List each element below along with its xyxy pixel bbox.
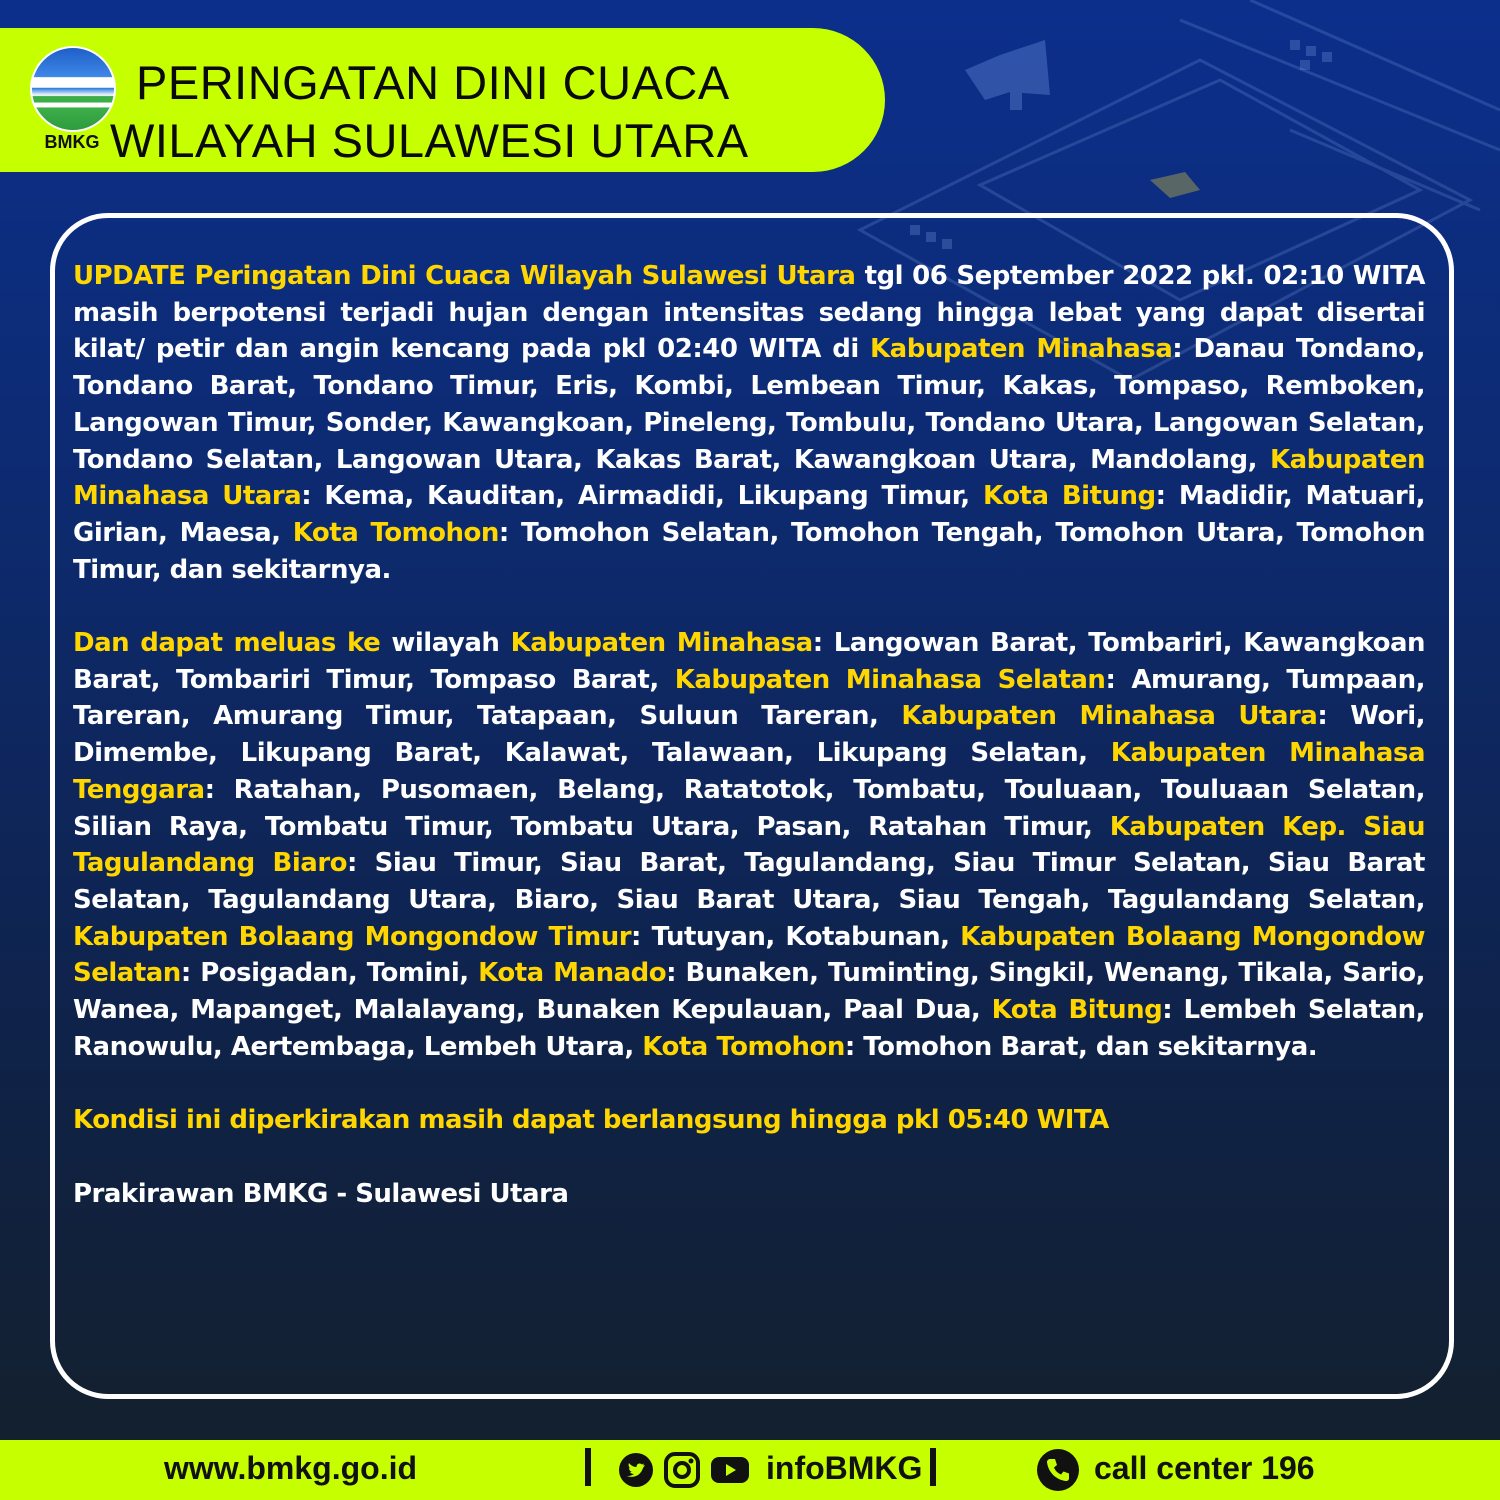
- title-line-1: PERINGATAN DINI CUACA: [136, 56, 730, 109]
- warning-text: wilayah: [380, 628, 511, 659]
- region-highlight: Kabupaten Bolaang Mongondow Timur: [73, 921, 632, 952]
- warning-text: : Tutuyan, Kotabunan,: [631, 921, 961, 952]
- warning-text: : Langowan Barat, Tombariri, Kawangkoan Barat, Tombariri Timur, Tompaso Barat,: [73, 628, 1426, 695]
- footer-divider: [585, 1448, 591, 1486]
- warning-paragraph-1: [73, 258, 1425, 588]
- footer-divider: [930, 1448, 936, 1486]
- youtube-icon[interactable]: [710, 1454, 750, 1486]
- header-banner: [0, 28, 885, 172]
- bmkg-logo-text: BMKG: [44, 132, 100, 152]
- warning-text: : Lembeh Selatan, Ranowulu, Aertembaga, Lembeh Utara,: [73, 995, 1425, 1062]
- instagram-icon[interactable]: [664, 1452, 700, 1488]
- page-title: [110, 54, 870, 170]
- region-highlight: Kabupaten Kep. Siau Tagulandang Biaro: [73, 811, 1426, 879]
- region-highlight: Kabupaten Minahasa Tenggara: [73, 738, 1425, 805]
- region-highlight: Kabupaten Minahasa Selatan: [674, 664, 1106, 695]
- region-highlight: Kabupaten Bolaang Mongondow Selatan: [73, 921, 1425, 989]
- region-highlight: UPDATE Peringatan Dini Cuaca Wilayah Sulawesi Utara: [73, 261, 856, 291]
- warning-text: tgl 06 September 2022 pkl. 02:10 WITA masih berpotensi terjadi hujan dengan intensitas sedang hingga lebat yang dapat disertai kilat/ petir dan angin kencang pada pkl 02:40 WITA di: [73, 261, 1425, 365]
- footer-bar: [0, 1440, 1500, 1500]
- warning-text: : Amurang, Tumpaan, Tareran, Amurang Timur, Tatapaan, Suluun Tareran,: [73, 664, 1425, 732]
- warning-content: [73, 258, 1425, 1212]
- region-highlight: Kota Tomohon: [292, 517, 499, 548]
- warning-text: : Danau Tondano, Tondano Barat, Tondano Timur, Eris, Kombi, Lembean Timur, Kakas, Tompaso, Remboken, Langowan Timur, Sonder, Kawangkoan, Pineleng, Tombulu, Tondano Utara, Langowan Selatan, Tondano Selatan, Langowan Utara, Kakas Barat, Kawangkoan Utara, Mandolang,: [73, 334, 1425, 475]
- warning-text: : Madidir, Matuari, Girian, Maesa,: [73, 481, 1426, 548]
- region-highlight: Dan dapat meluas ke: [73, 628, 381, 659]
- warning-text: : Bunaken, Tuminting, Singkil, Wenang, Tikala, Sario, Wanea, Mapanget, Malalayang, Bunaken Kepulauan, Paal Dua,: [73, 958, 1425, 1026]
- duration-note: Kondisi ini diperkirakan masih dapat berlangsung hingga pkl 05:40 WITA: [73, 1105, 1109, 1136]
- region-highlight: Kabupaten Minahasa: [870, 334, 1173, 365]
- call-center-text[interactable]: call center 196: [1094, 1450, 1315, 1486]
- bmkg-logo-emblem: [30, 46, 116, 132]
- phone-icon[interactable]: [1036, 1448, 1080, 1492]
- region-highlight: Kota Bitung: [991, 995, 1163, 1026]
- region-highlight: Kota Manado: [478, 958, 667, 989]
- warning-text: : Siau Timur, Siau Barat, Tagulandang, Siau Timur Selatan, Siau Barat Selatan, Tagulandang Utara, Biaro, Siau Barat Utara, Siau Tengah, Tagulandang Selatan,: [73, 848, 1425, 915]
- warning-text: : Kema, Kauditan, Airmadidi, Likupang Timur,: [301, 481, 983, 512]
- region-highlight: Kota Bitung: [983, 481, 1156, 512]
- warning-text: : Tomohon Barat, dan sekitarnya.: [844, 1031, 1318, 1062]
- forecaster-signature: Prakirawan BMKG - Sulawesi Utara: [73, 1178, 569, 1209]
- twitter-icon[interactable]: [618, 1452, 654, 1488]
- warning-text: : Ratahan, Pusomaen, Belang, Ratatotok, Tombatu, Touluaan, Touluaan Selatan, Silian Raya, Tombatu Timur, Tombatu Utara, Pasan, Ratahan Timur,: [73, 774, 1425, 842]
- title-line-2: WILAYAH SULAWESI UTARA: [110, 114, 749, 167]
- region-highlight: Kabupaten Minahasa Utara: [901, 701, 1318, 732]
- social-handle[interactable]: infoBMKG: [766, 1450, 923, 1486]
- website-link[interactable]: www.bmkg.go.id: [164, 1450, 418, 1486]
- warning-text: : Tomohon Selatan, Tomohon Tengah, Tomohon Utara, Tomohon Timur, dan sekitarnya.: [73, 517, 1425, 585]
- region-highlight: Kabupaten Minahasa: [510, 628, 813, 659]
- region-highlight: Kota Tomohon: [642, 1031, 845, 1062]
- bmkg-logo: [28, 46, 116, 158]
- region-highlight: Kabupaten Minahasa Utara: [73, 444, 1425, 512]
- warning-text: : Wori, Dimembe, Likupang Barat, Kalawat, Talawaan, Likupang Selatan,: [73, 701, 1426, 769]
- warning-paragraph-2: [73, 625, 1425, 1065]
- warning-text: : Posigadan, Tomini,: [180, 958, 479, 989]
